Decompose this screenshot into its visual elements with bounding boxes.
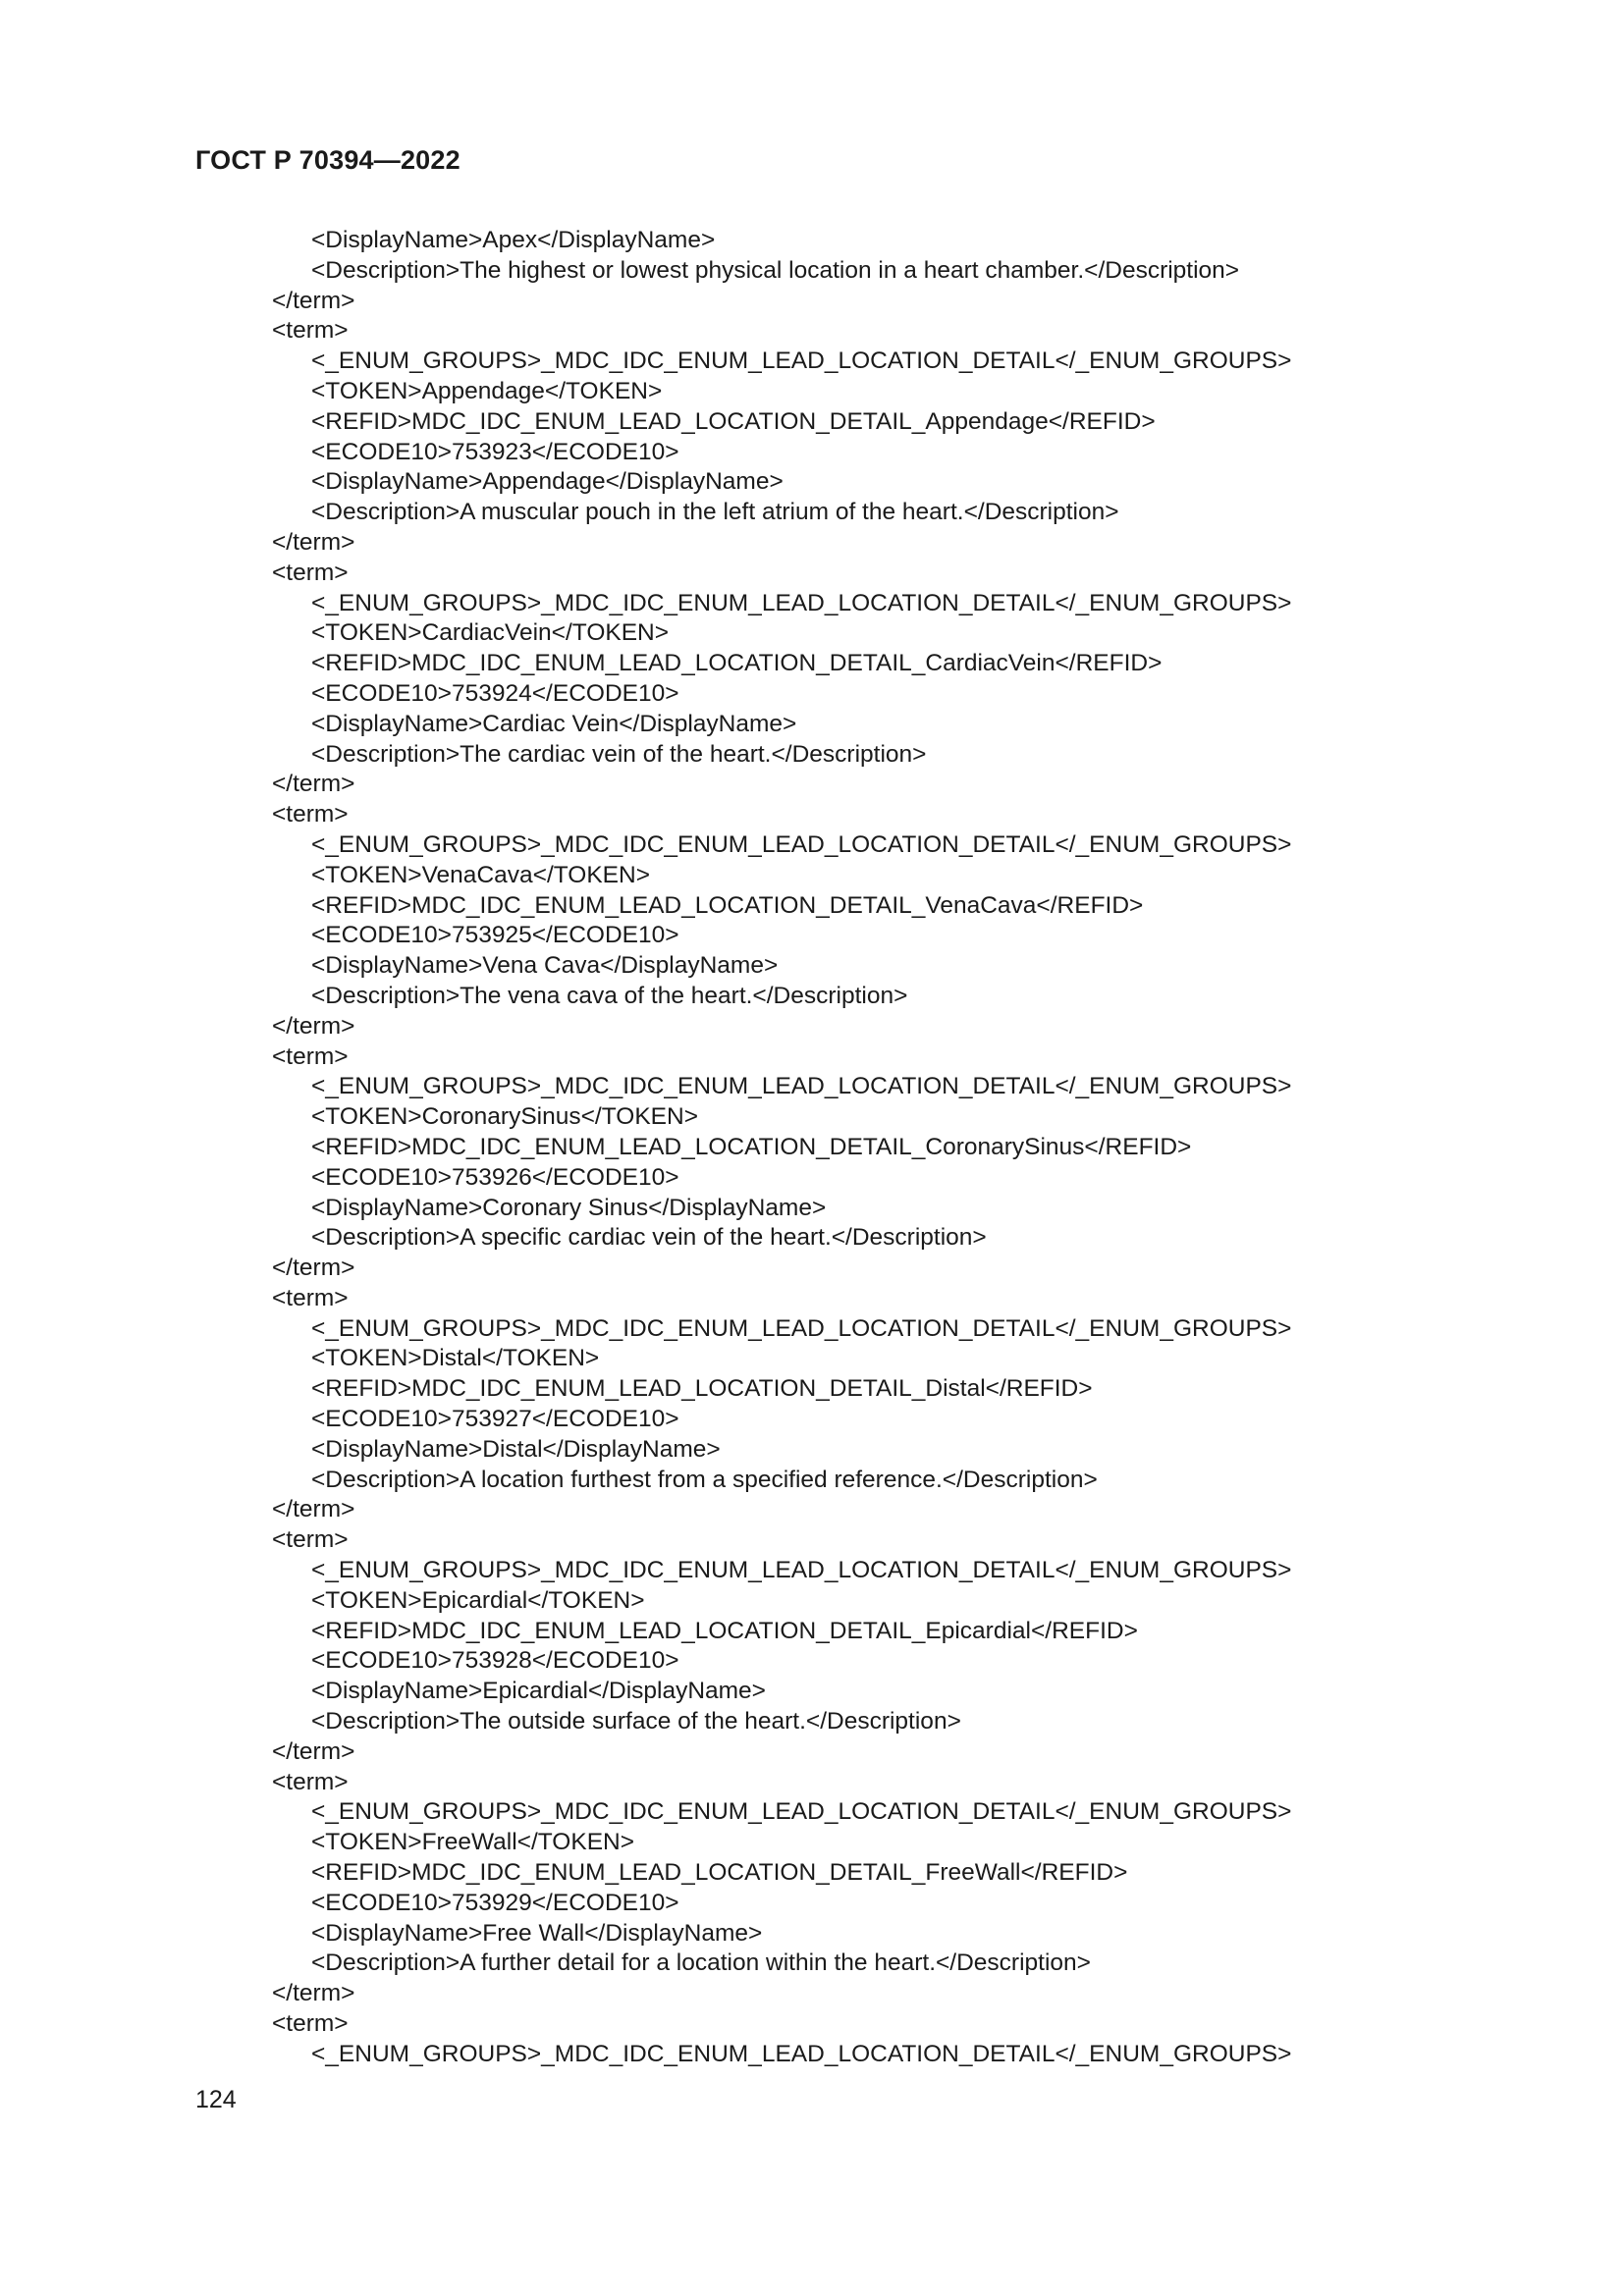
code-line: <_ENUM_GROUPS>_MDC_IDC_ENUM_LEAD_LOCATION_DETAIL</_ENUM_GROUPS> <box>311 830 1292 858</box>
code-line: <Description>A location furthest from a specified reference.</Description> <box>311 1466 1098 1493</box>
code-line: <term> <box>272 1768 349 1795</box>
code-line: <term> <box>272 1042 349 1070</box>
code-line: <_ENUM_GROUPS>_MDC_IDC_ENUM_LEAD_LOCATION_DETAIL</_ENUM_GROUPS> <box>311 1314 1292 1342</box>
code-line: <TOKEN>VenaCava</TOKEN> <box>311 861 651 888</box>
code-line: <_ENUM_GROUPS>_MDC_IDC_ENUM_LEAD_LOCATION_DETAIL</_ENUM_GROUPS> <box>311 1073 1292 1100</box>
code-line: <REFID>MDC_IDC_ENUM_LEAD_LOCATION_DETAIL_CardiacVein</REFID> <box>311 650 1163 677</box>
code-line: <_ENUM_GROUPS>_MDC_IDC_ENUM_LEAD_LOCATION_DETAIL</_ENUM_GROUPS> <box>311 2040 1292 2067</box>
code-line: <DisplayName>Distal</DisplayName> <box>311 1435 721 1463</box>
code-line: <TOKEN>Epicardial</TOKEN> <box>311 1586 645 1614</box>
code-line: <ECODE10>753929</ECODE10> <box>311 1889 679 1916</box>
code-line: <ECODE10>753924</ECODE10> <box>311 679 679 707</box>
code-line: <REFID>MDC_IDC_ENUM_LEAD_LOCATION_DETAIL_FreeWall</REFID> <box>311 1859 1128 1887</box>
code-line: <DisplayName>Cardiac Vein</DisplayName> <box>311 710 797 737</box>
code-line: <ECODE10>753925</ECODE10> <box>311 922 679 949</box>
page-number: 124 <box>195 2086 237 2113</box>
code-line: <Description>A muscular pouch in the left atrium of the heart.</Description> <box>311 499 1119 526</box>
code-line: <REFID>MDC_IDC_ENUM_LEAD_LOCATION_DETAIL_Epicardial</REFID> <box>311 1617 1138 1644</box>
code-line: <Description>A further detail for a location within the heart.</Description> <box>311 1949 1091 1977</box>
code-line: </term> <box>272 528 355 556</box>
code-line: <TOKEN>Appendage</TOKEN> <box>311 377 663 404</box>
code-line: <REFID>MDC_IDC_ENUM_LEAD_LOCATION_DETAIL_VenaCava</REFID> <box>311 891 1144 919</box>
code-line: <Description>The vena cava of the heart.</Description> <box>311 982 908 1009</box>
code-line: </term> <box>272 1012 355 1040</box>
code-line: <TOKEN>Distal</TOKEN> <box>311 1345 600 1372</box>
code-line: </term> <box>272 1496 355 1523</box>
code-line: <TOKEN>CoronarySinus</TOKEN> <box>311 1103 698 1131</box>
code-line: <_ENUM_GROUPS>_MDC_IDC_ENUM_LEAD_LOCATION_DETAIL</_ENUM_GROUPS> <box>311 1798 1292 1826</box>
document-header: ГОСТ Р 70394—2022 <box>195 145 460 175</box>
code-line: <Description>A specific cardiac vein of the heart.</Description> <box>311 1224 987 1252</box>
code-line: <REFID>MDC_IDC_ENUM_LEAD_LOCATION_DETAIL_Distal</REFID> <box>311 1375 1093 1403</box>
xml-code-block <box>272 226 1548 2070</box>
code-line: <ECODE10>753928</ECODE10> <box>311 1647 679 1675</box>
code-line: <_ENUM_GROUPS>_MDC_IDC_ENUM_LEAD_LOCATION_DETAIL</_ENUM_GROUPS> <box>311 347 1292 375</box>
code-line: <term> <box>272 1526 349 1554</box>
code-line: <_ENUM_GROUPS>_MDC_IDC_ENUM_LEAD_LOCATION_DETAIL</_ENUM_GROUPS> <box>311 1557 1292 1584</box>
code-line: </term> <box>272 1255 355 1282</box>
code-line: <ECODE10>753926</ECODE10> <box>311 1163 679 1191</box>
code-line: <_ENUM_GROUPS>_MDC_IDC_ENUM_LEAD_LOCATION_DETAIL</_ENUM_GROUPS> <box>311 589 1292 616</box>
code-line: <term> <box>272 1284 349 1311</box>
code-line: <REFID>MDC_IDC_ENUM_LEAD_LOCATION_DETAIL_CoronarySinus</REFID> <box>311 1133 1192 1160</box>
code-line: <DisplayName>Free Wall</DisplayName> <box>311 1919 763 1947</box>
code-line: <Description>The cardiac vein of the heart.</Description> <box>311 740 927 768</box>
code-line: <Description>The outside surface of the heart.</Description> <box>311 1708 961 1735</box>
code-line: <term> <box>272 2010 349 2038</box>
code-line: <term> <box>272 559 349 586</box>
code-line: <REFID>MDC_IDC_ENUM_LEAD_LOCATION_DETAIL_Appendage</REFID> <box>311 407 1156 435</box>
code-line: <TOKEN>CardiacVein</TOKEN> <box>311 619 670 647</box>
code-line: <term> <box>272 801 349 828</box>
code-line: <DisplayName>Apex</DisplayName> <box>311 227 716 253</box>
code-line: </term> <box>272 287 355 314</box>
code-line: <DisplayName>Vena Cava</DisplayName> <box>311 952 779 980</box>
code-line: <ECODE10>753927</ECODE10> <box>311 1406 679 1433</box>
code-line: <ECODE10>753923</ECODE10> <box>311 438 679 465</box>
code-line: <term> <box>272 317 349 345</box>
code-line: <DisplayName>Coronary Sinus</DisplayName> <box>311 1194 827 1221</box>
code-line: </term> <box>272 1980 355 2007</box>
code-line: </term> <box>272 771 355 798</box>
code-line: <Description>The highest or lowest physical location in a heart chamber.</Description> <box>311 256 1240 284</box>
code-line: <TOKEN>FreeWall</TOKEN> <box>311 1829 635 1856</box>
code-line: <DisplayName>Appendage</DisplayName> <box>311 468 784 496</box>
code-line: </term> <box>272 1737 355 1765</box>
code-line: <DisplayName>Epicardial</DisplayName> <box>311 1678 766 1705</box>
